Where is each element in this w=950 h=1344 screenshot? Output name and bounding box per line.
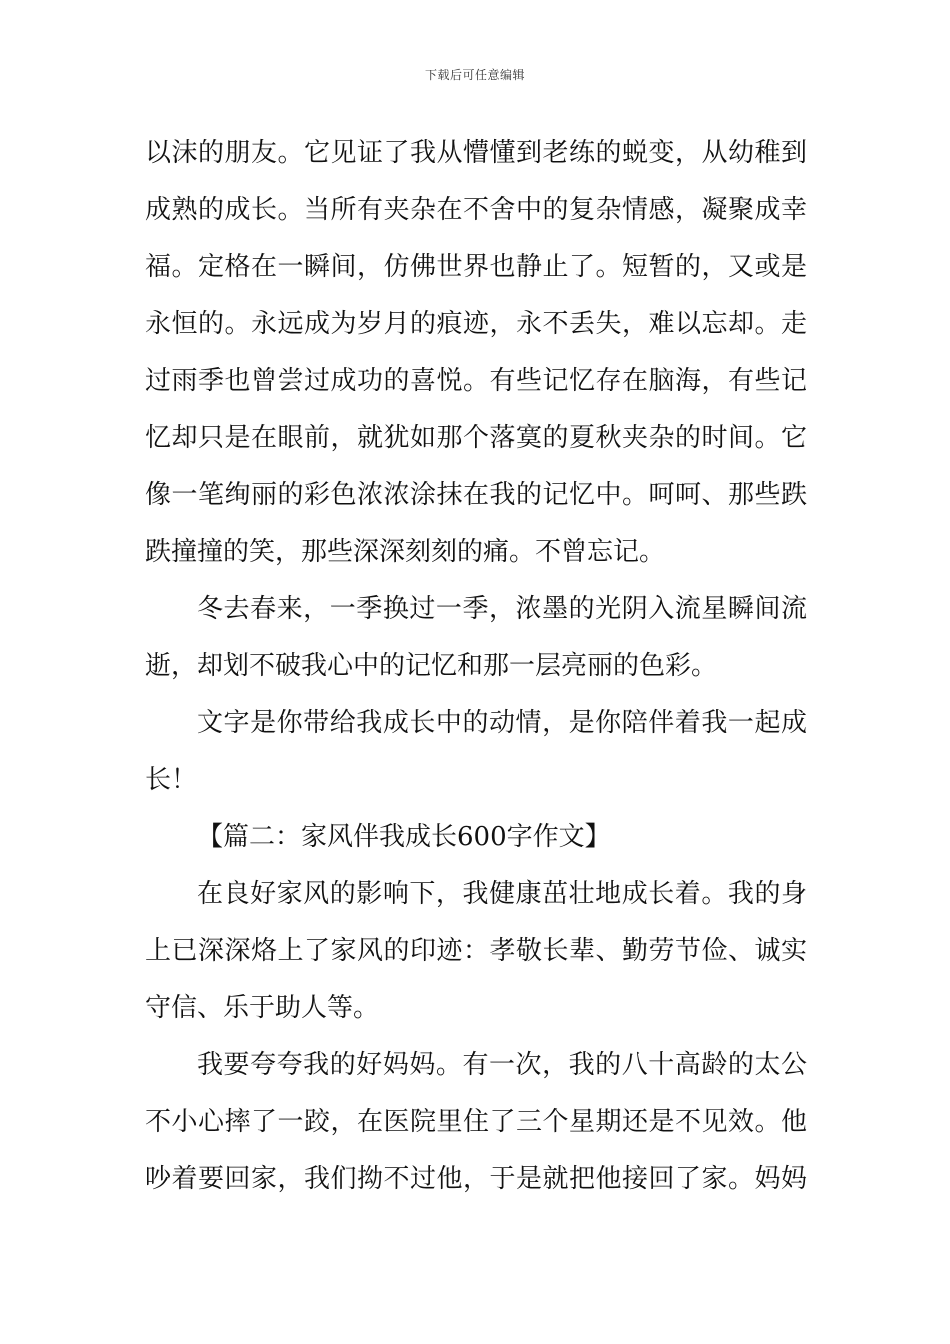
text-line: 成熟的成长。当所有夹杂在不舍中的复杂情感，凝聚成幸 bbox=[145, 195, 807, 225]
text-line: 跌撞撞的笑，那些深深刻刻的痛。不曾忘记。 bbox=[145, 537, 666, 567]
document-body bbox=[145, 130, 807, 1213]
text-line: 福。定格在一瞬间，仿佛世界也静止了。短暂的，又或是 bbox=[145, 252, 807, 282]
text-line: 逝，却划不破我心中的记忆和那一层亮丽的色彩。 bbox=[145, 651, 718, 681]
text-line: 长！ bbox=[145, 765, 198, 795]
text-line: 我要夸夸我的好妈妈。有一次，我的八十高龄的太公 bbox=[197, 1050, 807, 1080]
text-line: 忆却只是在眼前，就犹如那个落寞的夏秋夹杂的时间。它 bbox=[145, 423, 807, 453]
text-line: 不小心摔了一跤，在医院里住了三个星期还是不见效。他 bbox=[145, 1107, 807, 1137]
text-line: 【篇二：家风伴我成长600字作文】 bbox=[197, 822, 611, 852]
text-line: 吵着要回家，我们拗不过他，于是就把他接回了家。妈妈 bbox=[145, 1164, 807, 1194]
text-line: 以沫的朋友。它见证了我从懵懂到老练的蜕变，从幼稚到 bbox=[145, 138, 807, 168]
text-line: 过雨季也曾尝过成功的喜悦。有些记忆存在脑海，有些记 bbox=[145, 366, 807, 396]
text-line: 文字是你带给我成长中的动情，是你陪伴着我一起成 bbox=[197, 708, 807, 738]
text-line: 像一笔绚丽的彩色浓浓涂抹在我的记忆中。呵呵、那些跌 bbox=[145, 480, 807, 510]
text-line: 上已深深烙上了家风的印迹：孝敬长辈、勤劳节俭、诚实 bbox=[145, 936, 807, 966]
text-line: 冬去春来，一季换过一季，浓墨的光阴入流星瞬间流 bbox=[197, 594, 807, 624]
text-line: 永恒的。永远成为岁月的痕迹，永不丢失，难以忘却。走 bbox=[145, 309, 807, 339]
text-line: 守信、乐于助人等。 bbox=[145, 993, 380, 1023]
text-line: 在良好家风的影响下，我健康茁壮地成长着。我的身 bbox=[197, 879, 807, 909]
page-header: 下载后可任意编辑 bbox=[424, 68, 525, 82]
